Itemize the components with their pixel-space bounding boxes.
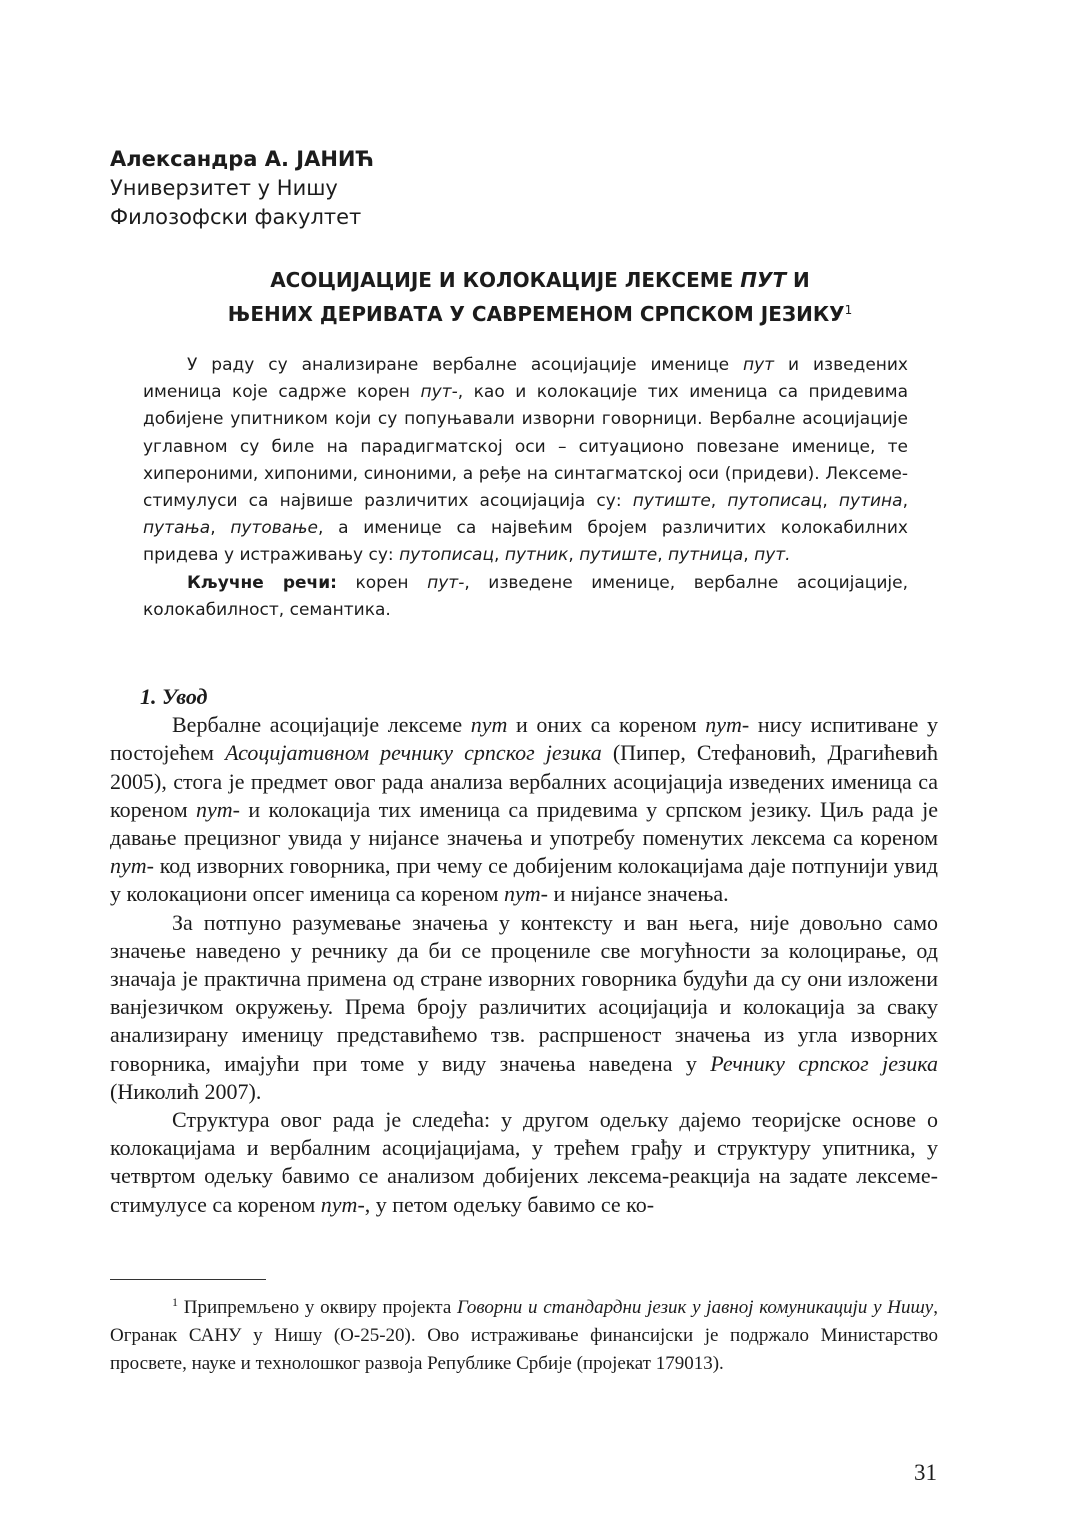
author-block — [110, 145, 374, 232]
author-affiliation-university: Универзитет у Нишу — [110, 176, 338, 200]
body-text — [110, 683, 938, 1219]
author-affiliation-faculty: Филозофски факултет — [110, 205, 362, 229]
paragraph-1: Вербалне асоцијације лексеме пут и оних са кореном пут- нису испитиване у постојећем Асоцијативном речнику српског језика (Пипер, Стефановић, Драгићевић 2005), стога је предмет овог рада анализа вербалних асоцијација изведених именица са кореном пут- и колокација тих именица са придевима у српском језику. Циљ рада је давање прецизног увида у нијансе значења и употребу поменутих лексема са кореном пут- код изворних говорника, при чему се добијеним колокацијама даје потпунији увид у колокациони опсег именица са кореном пут- и нијансе значења. — [110, 712, 938, 907]
footnote-text: $^1$ Припремљено у оквиру пројекта Говорни и стандардни језик у јавној комуникацији у Нишу, Огранак САНУ у Нишу (О-25-20). Ово истраживање финансијски је подржало Министарство просвете, науке и технолошког развоја Републике Србије (пројекат 179013). — [110, 1295, 938, 1374]
section-heading-intro: 1. Увод — [140, 684, 208, 709]
footnote-number: 1 — [172, 1295, 178, 1309]
keywords-label: Кључне речи: — [187, 572, 337, 593]
abstract — [143, 352, 908, 624]
abstract-text: У раду су анализиране вербалне асоцијације именице пут и изведених именица које садрже корен пут-, као и колокације тих именица са придевима добијене упитником који су попуњавали изворни говорници. Вербалне асоцијације углавном су биле на парадигматској оси – ситуационо повезане именице, те хипероними, хипоними, синоними, а ређе на синтагматској оси (придеви). Лексеме-стимулуси са највише различитих асоцијација су: путиште, путописац, путина, путања, путовање, а именице са највећим бројем различитих колокабилних придева у истраживању су: путописац, путник, путиште, путница, пут. — [143, 355, 908, 566]
footnote — [110, 1288, 938, 1378]
paper-title — [110, 265, 970, 329]
paragraph-3: Структура овог рада је следећа: у другом одељку дајемо теоријске основе о колокацијама и вербалним асоцијацијама, у трећем грађу и структуру упитника, у четвртом одељку бавимо се анализом добијених лексема-реакција на задате лексеме-стимулусе са кореном пут-, у петом одељку бавимо се ко- — [110, 1107, 938, 1217]
title-footnote-ref: 1 — [844, 303, 853, 317]
footnote-divider — [110, 1279, 266, 1280]
page-number: 31 — [914, 1460, 937, 1485]
author-name: Александра А. ЈАНИЋ — [110, 147, 374, 171]
title-line-2: ЊЕНИХ ДЕРИВАТА У САВРЕМЕНОМ СРПСКОМ ЈЕЗИКУ$^1$ — [227, 302, 853, 326]
keywords: Кључне речи: корен пут-, изведене именице, вербалне асоцијације, колокабилност, семантика. — [143, 572, 909, 620]
paragraph-2: За потпуно разумевање значења у контексту и ван њега, није довољно само значење наведено у речнику да би се процениле све могућности за колоцирање, од значаја је практична примена од стране изворних говорника будући да су они изложени ванјезичком окружењу. Према броју различитих асоцијација и колокација за сваку анализирану именицу представићемо тзв. распршеност значења из угла изворних говорника, имајући при томе у виду значења наведена у Речнику српског језика (Николић 2007). — [110, 909, 939, 1104]
title-line-1: АСОЦИЈАЦИЈЕ И КОЛОКАЦИЈЕ ЛЕКСЕМЕ ПУТ И — [270, 268, 810, 292]
